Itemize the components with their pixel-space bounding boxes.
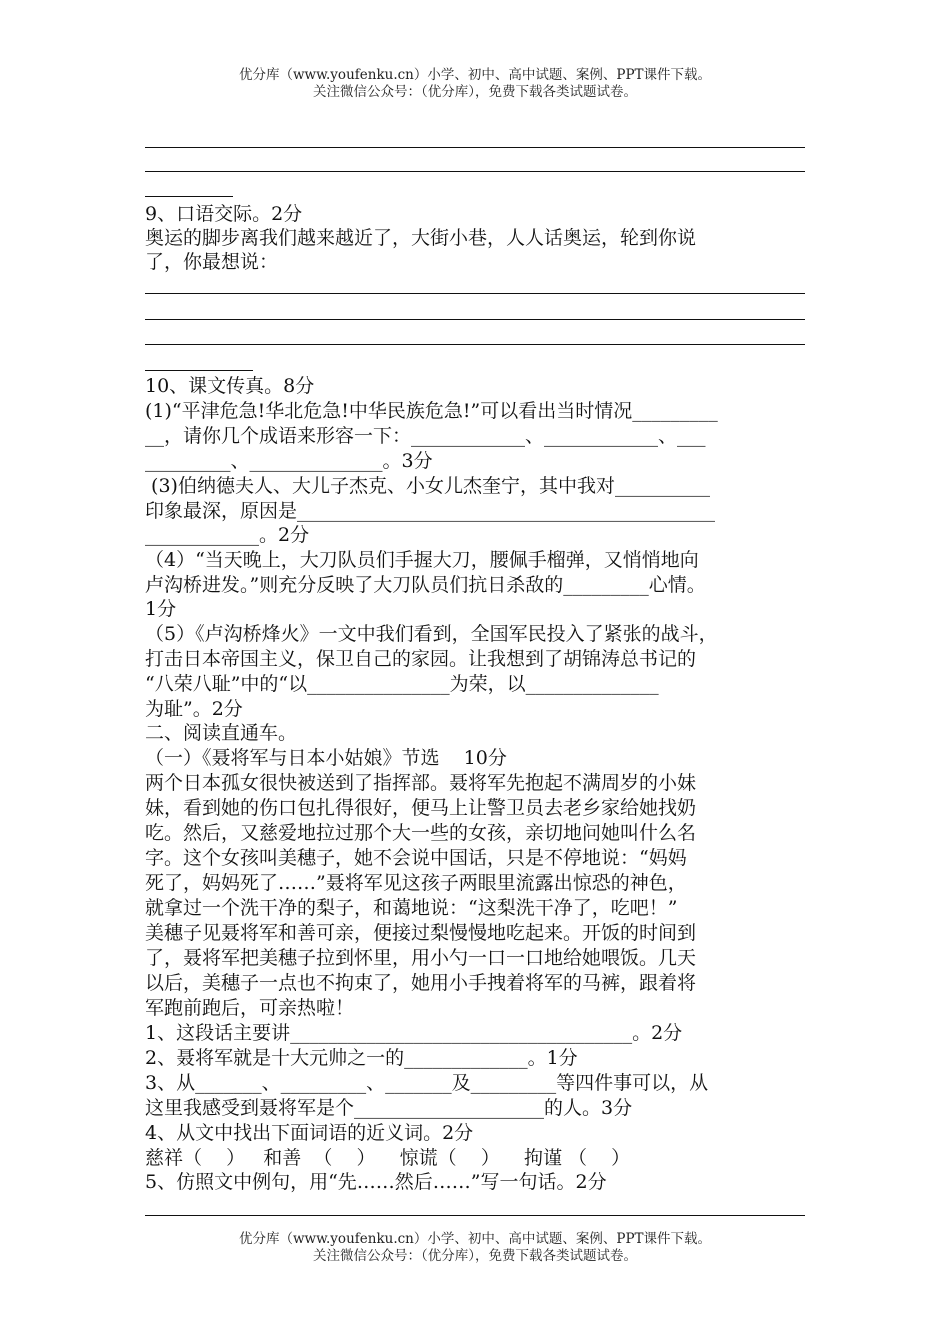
reading-q3-cont: 这里我感受到聂将军是个____________________的人。3分 — [145, 1097, 633, 1119]
q10-item-5: （5）《卢沟桥烽火》一文中我们看到，全国军民投入了紧张的战斗， — [145, 623, 718, 645]
q10-item-5-blanks: “八荣八耻”中的“以_______________为荣，以______________ — [145, 673, 659, 695]
passage-line: 死了，妈妈死了……”聂将军见这孩子两眼里流露出惊恐的神色， — [145, 872, 687, 894]
reading-1-title: （一）《聂将军与日本小姑娘》节选 10分 — [145, 747, 507, 769]
answer-line[interactable] — [145, 319, 805, 320]
q10-item-4: （4）“当天晚上，大刀队员们手握大刀，腰佩手榴弹，又悄悄地向 — [145, 549, 699, 571]
answer-line-short[interactable] — [145, 370, 253, 371]
passage-line: 以后，美穗子一点也不拘束了，她用小手拽着将军的马裤，跟着将 — [145, 972, 697, 994]
answer-line[interactable] — [145, 344, 805, 345]
answer-line[interactable] — [145, 171, 805, 172]
passage-line: 吃。然后，又慈爱地拉过那个大一些的女孩，亲切地问她叫什么名 — [145, 822, 697, 844]
page-footer — [0, 1231, 950, 1265]
question-9-prompt: 奥运的脚步离我们越来越近了，大街小巷，人人话奥运，轮到你说 — [145, 227, 697, 249]
q10-item-3-end: ____________。2分 — [145, 524, 310, 546]
q10-item-3-cont: 印象最深，原因是____________________________________________ — [145, 500, 716, 522]
section-2-title: 二、阅读直通车。 — [145, 722, 298, 744]
passage-line: 就拿过一个洗干净的梨子，和蔼地说：“这梨洗干净了，吃吧！” — [145, 897, 678, 919]
reading-q3: 3、从_______、_________、_______及_________等四件事可以，从 — [145, 1072, 709, 1094]
q10-item-1-end: _________、______________。3分 — [145, 450, 433, 472]
passage-line: 两个日本孤女很快被送到了指挥部。聂将军先抱起不满周岁的小妹 — [145, 772, 697, 794]
q10-item-5-cont: 打击日本帝国主义，保卫自己的家园。让我想到了胡锦涛总书记的 — [145, 648, 697, 670]
passage-line: 字。这个女孩叫美穗子，她不会说中国话，只是不停地说：“妈妈 — [145, 847, 687, 869]
question-9-prompt-cont: 了，你最想说： — [145, 251, 279, 273]
header-line-1: 优分库（www.youfenku.cn）小学、初中、高中试题、案例、PPT课件下载。 — [238, 67, 712, 83]
q10-item-1-cont: __，请你几个成语来形容一下：____________、____________、___ — [145, 425, 706, 447]
passage-line: 了，聂将军把美穗子拉到怀里，用小勺一口一口地给她喂饭。几天 — [145, 947, 697, 969]
q10-item-4-score: 1分 — [145, 598, 177, 620]
footer-line-1: 优分库（www.youfenku.cn）小学、初中、高中试题、案例、PPT课件下载。 — [238, 1231, 712, 1247]
header-line-2: 关注微信公众号：（优分库），免费下载各类试题试卷。 — [313, 84, 637, 100]
q10-item-4-cont: 卢沟桥进发。”则充分反映了大刀队员们抗日杀敌的_________心情。 — [145, 574, 706, 596]
answer-line[interactable] — [145, 147, 805, 148]
passage-line: 美穗子见聂将军和善可亲，便接过梨慢慢地吃起来。开饭的时间到 — [145, 922, 697, 944]
question-9-title: 9、口语交际。2分 — [145, 203, 303, 225]
q10-item-5-end: 为耻”。2分 — [145, 698, 243, 720]
answer-line[interactable] — [145, 1215, 805, 1216]
answer-line[interactable] — [145, 293, 805, 294]
page-header — [0, 67, 950, 101]
reading-q2: 2、聂将军就是十大元帅之一的_____________。1分 — [145, 1047, 578, 1069]
passage-line: 军跑前跑后，可亲热啦！ — [145, 997, 355, 1019]
reading-q4: 4、从文中找出下面词语的近义词。2分 — [145, 1122, 474, 1144]
question-10-title: 10、课文传真。8分 — [145, 375, 315, 397]
answer-line-short[interactable] — [145, 196, 233, 197]
footer-line-2: 关注微信公众号：（优分库），免费下载各类试题试卷。 — [313, 1248, 637, 1264]
reading-q4-words: 慈祥（ ） 和善 （ ） 惊谎（ ） 拘谨 （ ） — [145, 1147, 631, 1169]
reading-q1: 1、这段话主要讲____________________________________。2分 — [145, 1022, 683, 1044]
q10-item-3: (3)伯纳德夫人、大儿子杰克、小女儿杰奎宁，其中我对__________ — [145, 475, 710, 497]
passage-line: 妹，看到她的伤口包扎得很好，便马上让警卫员去老乡家给她找奶 — [145, 797, 697, 819]
reading-q5: 5、仿照文中例句，用“先……然后……”写一句话。2分 — [145, 1171, 607, 1193]
q10-item-1: (1)“平津危急!华北危急!中华民族危急!”可以看出当时情况_________ — [145, 400, 718, 422]
